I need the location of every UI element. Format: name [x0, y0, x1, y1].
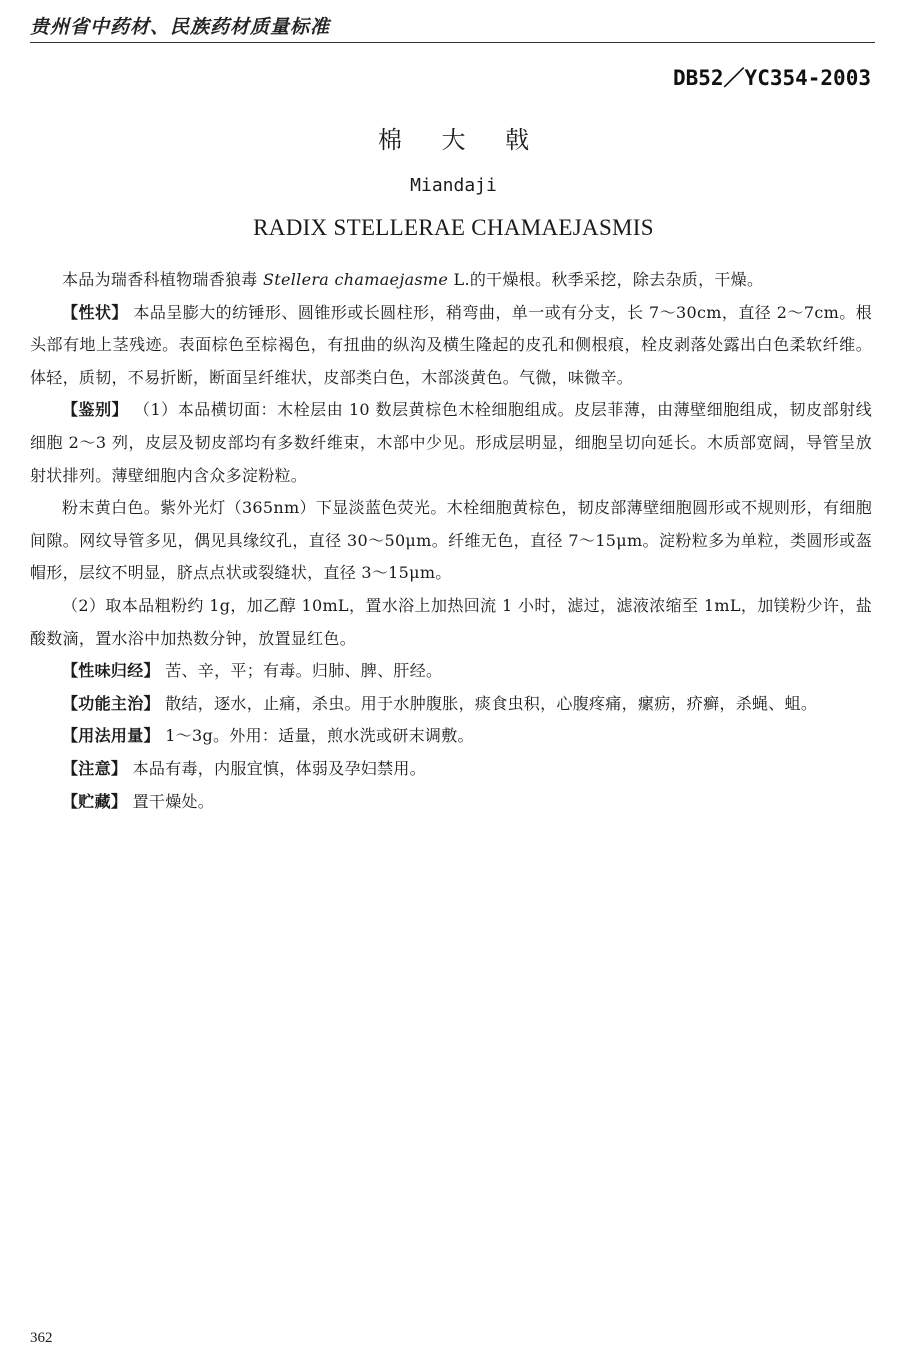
latin-name: RADIX STELLERAE CHAMAEJASMIS	[253, 215, 654, 240]
description-label: 【性状】	[62, 302, 128, 322]
species-name: Stellera chamaejasme	[263, 270, 449, 289]
nature-paragraph	[30, 655, 872, 688]
function-text: 散结，逐水，止痛，杀虫。用于水肿腹胀，痰食虫积，心腹疼痛，瘰疬，疥癣，杀蝇、蛆。	[165, 693, 818, 713]
usage-paragraph	[30, 720, 872, 753]
identification-paragraph	[30, 394, 872, 492]
chem-test-paragraph: （2）取本品粗粉约 1g，加乙醇 10mL，置水浴上加热回流 1 小时，滤过，滤液浓缩至 1mL，加镁粉少许，盐酸数滴，置水浴中加热数分钟，放置显红色。	[30, 595, 872, 648]
monograph-title: 棉 大 戟	[377, 126, 546, 154]
nature-text: 苦、辛，平；有毒。归肺、脾、肝经。	[165, 661, 443, 681]
monograph-body	[30, 264, 872, 818]
description-text: 本品呈膨大的纺锤形、圆锥形或长圆柱形，稍弯曲，单一或有分支，长 7～30cm，直径 2～7cm。根头部有地上茎残迹。表面棕色至棕褐色，有扭曲的纵沟及横生隆起的皮孔和侧根痕，栓皮剥落处露出白色柔软纤维。体轻，质韧，不易折断，断面呈纤维状，皮部类白色，木部淡黄色。气微，味微辛。	[30, 302, 873, 387]
function-label: 【功能主治】	[62, 693, 160, 713]
header-rule	[30, 42, 875, 43]
identification-label: 【鉴别】	[62, 400, 129, 420]
page-number: 362	[30, 1330, 53, 1346]
source-text-post: L.的干燥根。秋季采挖，除去杂质，干燥。	[448, 270, 764, 289]
source-paragraph	[30, 264, 872, 297]
function-paragraph	[30, 688, 872, 721]
storage-label: 【贮藏】	[62, 791, 128, 811]
identification-text: （1）本品横切面：木栓层由 10 数层黄棕色木栓细胞组成。皮层菲薄，由薄壁细胞组成，韧皮部射线细胞 2～3 列，皮层及韧皮部均有多数纤维束，木部中少见。形成层明显，细胞呈切向延长。木质部宽阔，导管呈放射状排列。薄壁细胞内含众多淀粉粒。	[30, 400, 873, 485]
storage-paragraph	[30, 786, 872, 819]
powder-paragraph: 粉末黄白色。紫外光灯（365nm）下显淡蓝色荧光。木栓细胞黄棕色，韧皮部薄壁细胞圆形或不规则形，有细胞间隙。网纹导管多见，偶见具缘纹孔，直径 30～50μm。纤维无色，直径 7～15μm。淀粉粒多为单粒，类圆形或盔帽形，层纹不明显，脐点点状或裂缝状，直径 3～15μm。	[30, 498, 872, 583]
usage-text: 1～3g。外用：适量，煎水洗或研末调敷。	[165, 726, 474, 746]
running-head-title: 贵州省中药材、民族药材质量标准	[30, 16, 331, 38]
caution-paragraph	[30, 753, 872, 786]
pinyin-name: Miandaji	[410, 175, 497, 196]
description-paragraph	[30, 297, 872, 395]
storage-text: 置干燥处。	[132, 791, 215, 811]
nature-label: 【性味归经】	[62, 661, 160, 681]
source-text-pre: 本品为瑞香科植物瑞香狼毒	[62, 270, 263, 289]
caution-label: 【注意】	[62, 758, 128, 778]
standard-number: DB52／YC354-2003	[672, 66, 871, 90]
usage-label: 【用法用量】	[62, 726, 160, 746]
caution-text: 本品有毒，内服宜慎，体弱及孕妇禁用。	[132, 758, 426, 778]
